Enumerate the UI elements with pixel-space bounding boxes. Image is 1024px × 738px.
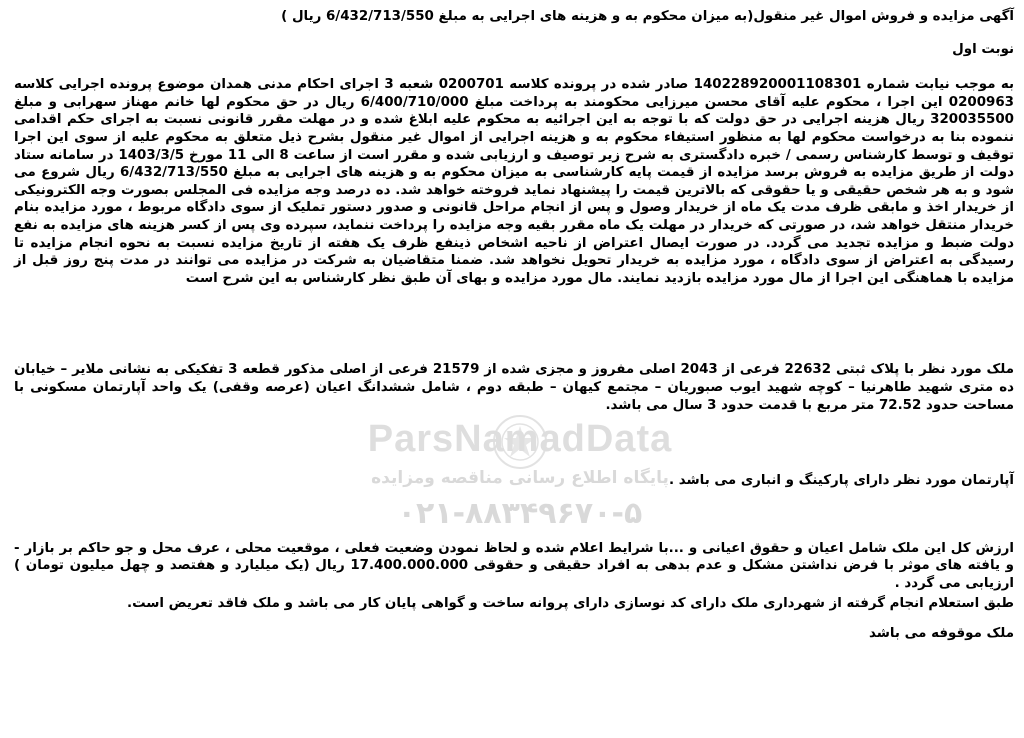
- endowment-note: ملک موقوفه می باشد: [869, 626, 1014, 642]
- watermark-subtitle: پایگاه اطلاع رسانی مناقصه ومزایده: [371, 468, 669, 488]
- parking-note: آپارتمان مورد نظر دارای پارکینگ و انباری می باشد .: [669, 473, 1014, 489]
- notice-round: نوبت اول: [952, 41, 1014, 57]
- valuation-paragraph: ارزش کل این ملک شامل اعیان و حقوق اعیانی و ...با شرایط اعلام شده و لحاظ نمودن وضعیت فعلی ، موقعیت محلی ، عرف محل و جو حاکم بر بازار - و یافته های موثر با فرض نداشتن مشکل و عدم بدهی به افراد حقیقی و حقوقی 17.400.000.000 ریال (یک میلیارد و هفتصد و چهل میلیون تومان ) ارزیابی می گردد .: [14, 540, 1014, 591]
- notice-document: [14, 8, 1014, 643]
- watermark-phone: ۰۲۱-۸۸۳۴۹۶۷۰-۵: [397, 496, 643, 531]
- municipality-note: طبق استعلام انجام گرفته از شهرداری ملک دارای کد نوسازی دارای پروانه ساخت و گواهی پایان کار می باشد و ملک فاقد تعریض است.: [126, 596, 1014, 612]
- watermark-brand: ParsNamadData: [367, 418, 673, 460]
- property-description: ملک مورد نظر با پلاک ثبتی 22632 فرعی از 2043 اصلی مفروز و مجزی شده از 21579 فرعی از اصلی مذکور قطعه 3 تفکیکی به نشانی ملایر – خیابان ده متری شهید طاهرنیا – کوچه شهید ایوب صبوریان – مجتمع کیهان – طبقه دوم ، شامل ششدانگ اعیان (عرصه وقفی) یک واحد آپارتمان مسکونی با مساحت حدود 72.52 متر مربع با قدمت حدود 3 سال می باشد.: [14, 362, 1015, 413]
- notice-body: به موجب نیابت شماره 140228920001108301 صادر شده در پرونده کلاسه 0200701 شعبه 3 اجرای احکام مدنی همدان موضوع پرونده اجرایی کلاسه 0200963 این اجرا ، محکوم علیه آقای محسن میرزایی محکومند به پرداخت مبلغ 6/400/710/000 ریال در حق محکوم لها خانم مهناز سهرابی و مبلغ 320035500 ریال هزینه اجرایی در حق دولت که با توجه به این اجرائیه به محکوم علیه ابلاغ شده و در مهلت مقرر قانونی نسبت به اجرای حکم اقدامی ننموده بنا به درخواست محکوم لها به منظور استیفاء محکوم به و هزینه اجرایی از اموال غیر منقول بشرح ذیل متعلق به محکوم علیه از سوی این اجرا توقیف و توسط کارشناس رسمی / خبره دادگستری به شرح زیر توصیف و ارزیابی شده و مقرر است از ساعت 8 الی 11 مورخ 1403/3/5 در سامانه ستاد دولت از طریق مزایده به فروش برسد مزایده از قیمت پایه کارشناسی به میزان محکوم به و هزینه های اجرایی به مبلغ 6/432/713/550 ریال شروع می شود و به هر شخص حقیقی و یا حقوقی که بالاترین قیمت را پیشنهاد نماید فروخته خواهد شد. ده درصد وجه مزایده فی المجلس بصورت وجه الکترونیکی از خریدار اخذ و مابقی ظرف مدت یک ماه از خریدار وصول و پس از انجام مراحل قانونی و صدور دستور تملیک از سوی دادگاه مربوط ، مورد مزایده بنام خریدار منتقل خواهد شد، در صورتی که خریدار در مهلت یک ماه مقرر بقیه وجه مزایده را پرداخت ننماید، سپرده وی پس از کسر هزینه های مزایده به نفع دولت ضبط و مزایده تجدید می گردد. در صورت ایصال اعتراض از ناحیه اشخاص ذینفع ظرف یک هفته از تاریخ مزایده نسبت به نحوه انجام مزایده تا رسیدگی به اعتراض از سوی دادگاه ، مورد مزایده به خریدار تحویل نخواهد شد. ضمنا متقاضیان به شرکت در مزایده می توانند در مدت پنج روز قبل از مزایده با هماهنگی این اجرا از مال مورد مزایده بازدید نمایند. مال مورد مزایده و بهای آن طبق نظر کارشناس به این شرح است: [14, 77, 1015, 286]
- notice-title: آگهی مزایده و فروش اموال غیر منقول(به میزان محکوم به و هزینه های اجرایی به مبلغ 6/432/713/550 ریال ): [281, 9, 1014, 24]
